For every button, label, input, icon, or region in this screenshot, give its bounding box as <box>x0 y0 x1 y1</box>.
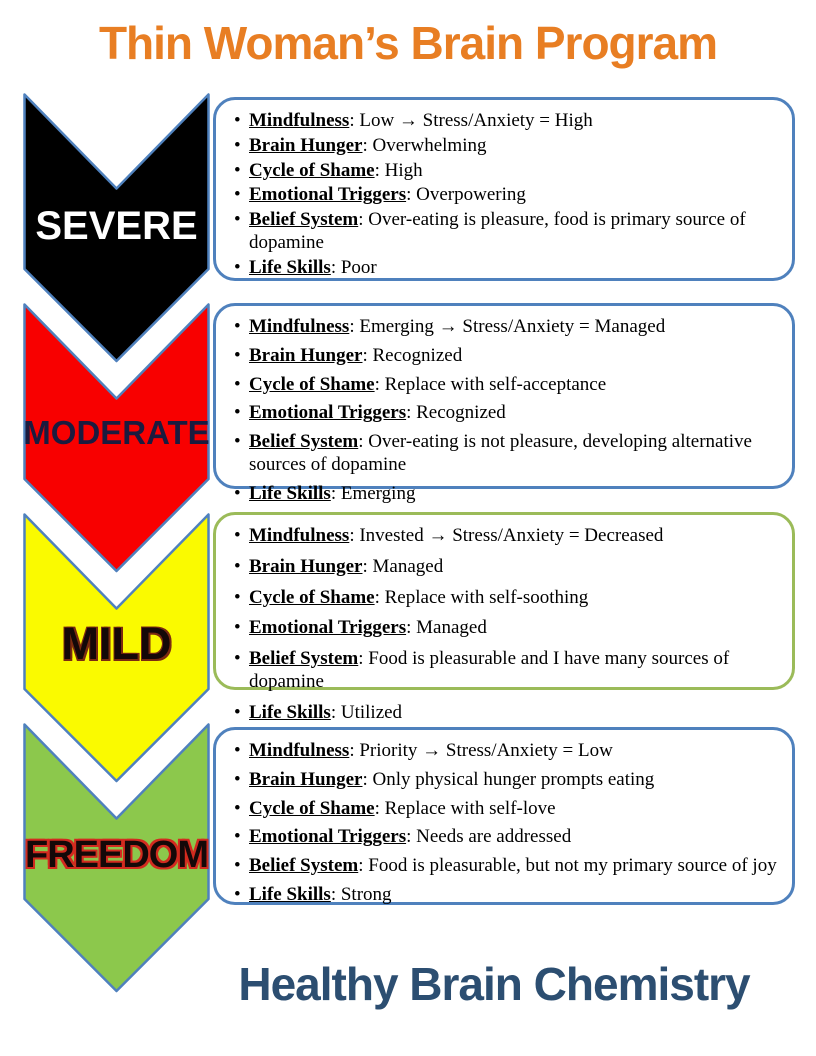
bullet-term: Cycle of Shame <box>249 586 375 608</box>
bullet-term: Belief System <box>249 648 359 670</box>
bullet-text: : Replace with self-love <box>374 797 556 819</box>
bullet-item <box>232 209 784 255</box>
stage-label-freedom: FREEDOM <box>25 834 208 876</box>
bullet-term: Belief System <box>249 855 359 877</box>
bullet-item <box>232 316 784 339</box>
bullet-item <box>232 587 784 610</box>
stage-box-mild <box>213 512 795 723</box>
bullet-term: Life Skills <box>249 482 331 504</box>
bullet-term: Belief System <box>249 431 359 453</box>
bullet-term: Emotional Triggers <box>249 617 407 639</box>
bullet-item <box>232 257 784 280</box>
bullet-text: : Only physical hunger prompts eating <box>362 768 655 790</box>
bullet-term: Cycle of Shame <box>249 159 375 181</box>
bullet-term: Mindfulness <box>249 740 350 761</box>
bullet-text: : Overpowering <box>406 184 526 206</box>
bullet-term: Emotional Triggers <box>249 184 407 206</box>
bullet-term: Emotional Triggers <box>249 826 407 848</box>
bullet-term: Brain Hunger <box>249 134 363 156</box>
bullet-item <box>232 402 784 425</box>
bullet-text: : Recognized <box>406 402 506 424</box>
bullet-term: Mindfulness <box>249 316 350 337</box>
bullet-text: : Over-eating is not pleasure, developing alternative sources of dopamine <box>249 431 752 475</box>
bullet-text: : Emerging <box>330 482 416 504</box>
bullet-item <box>232 702 784 725</box>
stage-box-severe <box>213 97 795 281</box>
bullet-term: Mindfulness <box>249 525 350 546</box>
bullet-term: Cycle of Shame <box>249 797 375 819</box>
bullet-item <box>232 648 784 694</box>
bullet-text: : Emerging → Stress/Anxiety = Managed <box>349 316 666 337</box>
bullet-term: Life Skills <box>249 883 331 905</box>
stage-label-severe: SEVERE <box>35 204 198 248</box>
bullet-item <box>232 740 784 763</box>
bullet-term: Brain Hunger <box>249 555 363 577</box>
bullet-text: : Replace with self-acceptance <box>374 373 607 395</box>
bullet-text: : Needs are addressed <box>406 826 572 848</box>
bullet-list <box>216 730 792 907</box>
bullet-list <box>216 100 792 280</box>
bullet-text: : Low → Stress/Anxiety = High <box>349 110 593 131</box>
bullet-item <box>232 160 784 183</box>
bullet-item <box>232 110 784 133</box>
stage-box-freedom <box>213 727 795 905</box>
bullet-text: : Strong <box>330 883 392 905</box>
bullet-term: Mindfulness <box>249 110 350 131</box>
bullet-term: Life Skills <box>249 256 331 278</box>
bullet-term: Brain Hunger <box>249 344 363 366</box>
page-title: Thin Woman’s Brain Program <box>98 17 718 69</box>
bullet-item <box>232 483 784 506</box>
bullet-item <box>232 374 784 397</box>
bullet-list <box>216 515 792 725</box>
bullet-text: : Food is pleasurable and I have many sources of dopamine <box>249 648 730 692</box>
bullet-item <box>232 884 784 907</box>
footer-title: Healthy Brain Chemistry <box>238 958 750 1010</box>
bullet-text: : Replace with self-soothing <box>374 586 589 608</box>
bullet-item <box>232 184 784 207</box>
bullet-text: : Over-eating is pleasure, food is primary source of dopamine <box>249 209 746 253</box>
bullet-text: : Recognized <box>362 344 463 366</box>
bullet-term: Cycle of Shame <box>249 373 375 395</box>
bullet-item <box>232 617 784 640</box>
bullet-item <box>232 769 784 792</box>
bullet-list <box>216 306 792 506</box>
bullet-text: : High <box>374 159 423 181</box>
bullet-item <box>232 525 784 548</box>
bullet-text: : Managed <box>362 555 444 577</box>
bullet-term: Emotional Triggers <box>249 402 407 424</box>
bullet-text: : Managed <box>406 617 487 639</box>
bullet-text: : Poor <box>330 256 377 278</box>
stage-label-mild: MILD <box>61 618 172 669</box>
bullet-text: : Food is pleasurable, but not my primary source of joy <box>358 855 777 877</box>
bullet-text: : Overwhelming <box>362 134 487 156</box>
bullet-term: Belief System <box>249 209 359 231</box>
bullet-term: Life Skills <box>249 701 331 723</box>
bullet-text: : Utilized <box>330 701 403 723</box>
bullet-item <box>232 826 784 849</box>
bullet-item <box>232 556 784 579</box>
bullet-item <box>232 798 784 821</box>
stage-box-moderate <box>213 303 795 504</box>
bullet-text: : Priority → Stress/Anxiety = Low <box>349 740 613 761</box>
stage-label-moderate: MODERATE <box>23 414 210 451</box>
bullet-item <box>232 855 784 878</box>
bullet-item <box>232 431 784 477</box>
bullet-term: Brain Hunger <box>249 768 363 790</box>
bullet-text: : Invested → Stress/Anxiety = Decreased <box>349 525 664 546</box>
bullet-item <box>232 345 784 368</box>
bullet-item <box>232 135 784 158</box>
